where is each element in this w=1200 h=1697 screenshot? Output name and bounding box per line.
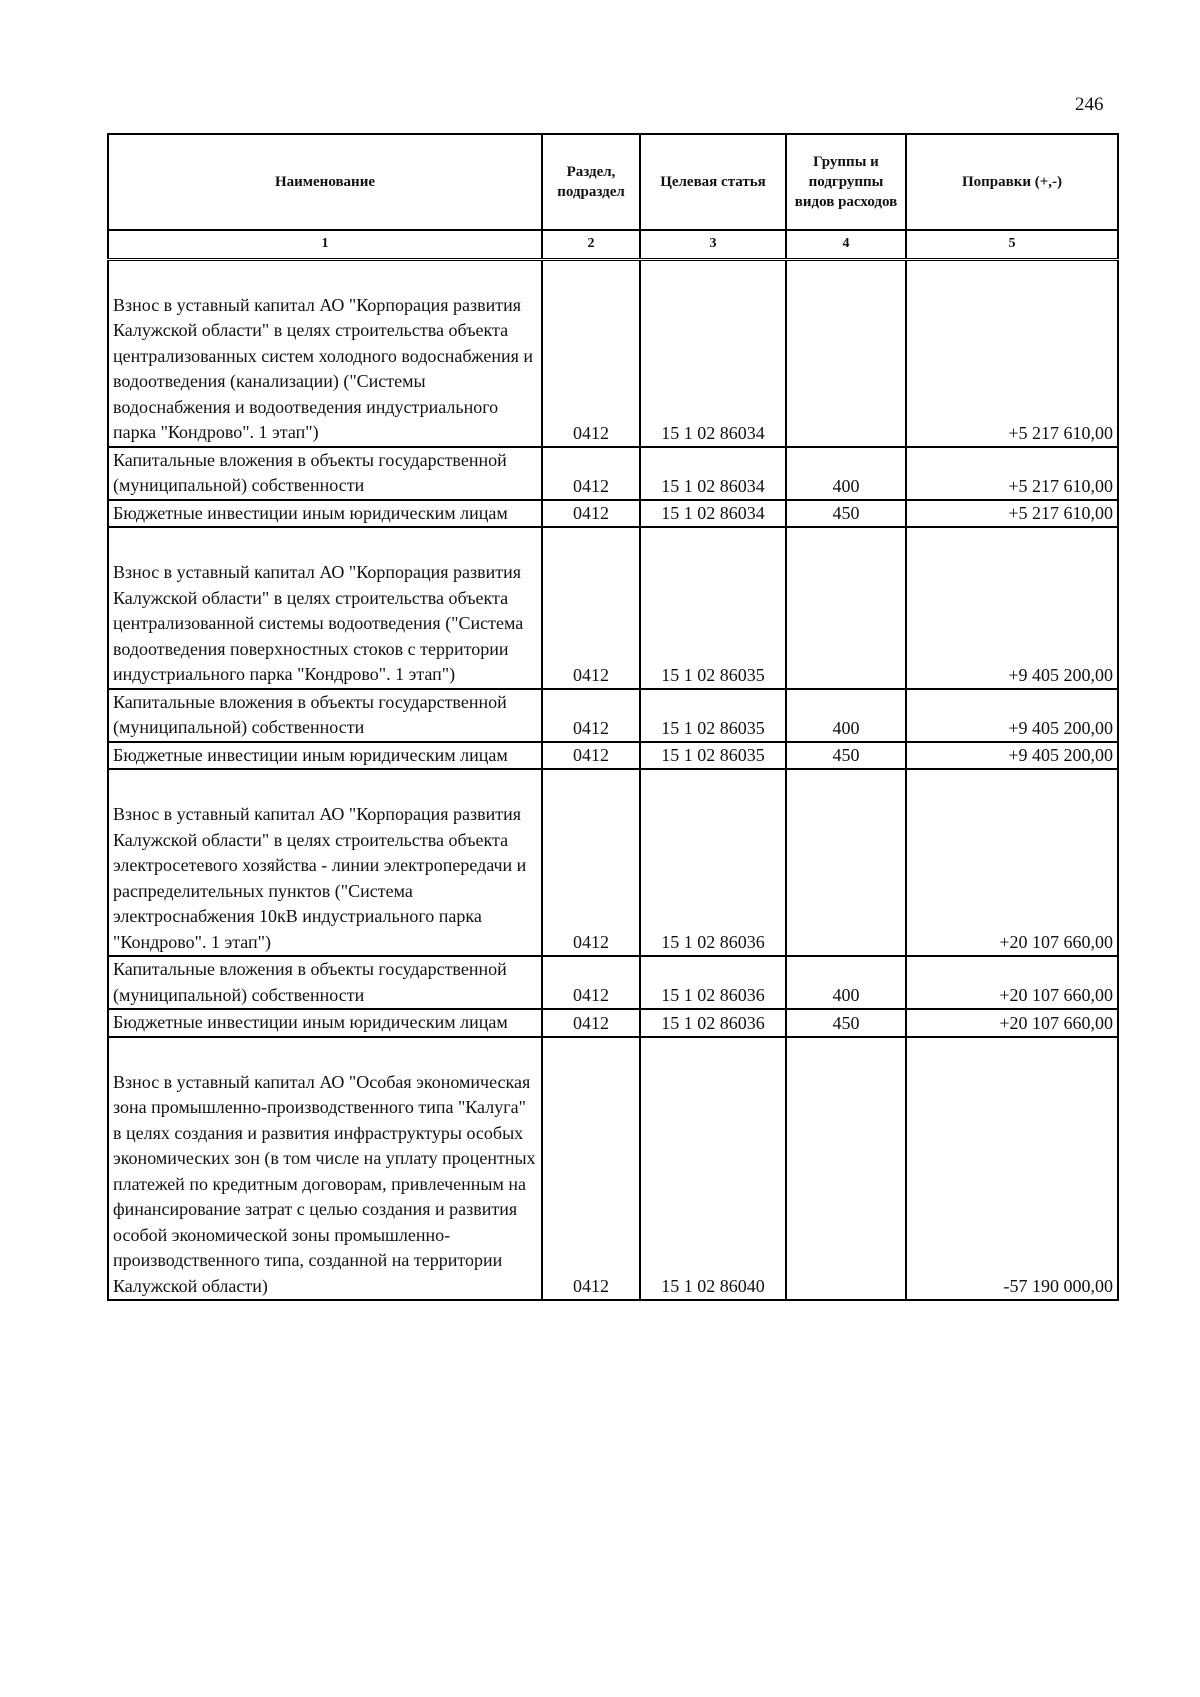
row-amount: +9 405 200,00 [906, 689, 1118, 742]
column-number: 3 [640, 230, 786, 259]
row-section: 0412 [542, 527, 640, 689]
row-amount: +5 217 610,00 [906, 259, 1118, 447]
table-row [108, 447, 1118, 500]
row-amount: +20 107 660,00 [906, 769, 1118, 956]
row-target-article: 15 1 02 86035 [640, 527, 786, 689]
row-expense-group: 450 [786, 742, 906, 770]
row-expense-group: 400 [786, 956, 906, 1009]
row-name: Взнос в уставный капитал АО "Особая экономическая зона промышленно-производственного типа "Калуга" в целях создания и развития инфраструктуры особых экономических зон (в том числе на уплату процентных платежей по кредитным договорам, привлеченным на финансирование затрат с целью создания и развития особой экономической зоны промышленно-производственного типа, созданной на территории Калужской области) [108, 1037, 542, 1301]
header-amendments: Поправки (+,-) [906, 134, 1118, 230]
row-section: 0412 [542, 1009, 640, 1037]
row-target-article: 15 1 02 86036 [640, 956, 786, 1009]
row-section: 0412 [542, 1037, 640, 1301]
row-amount: +9 405 200,00 [906, 527, 1118, 689]
row-section: 0412 [542, 956, 640, 1009]
header-expense-groups: Группы и подгруппы видов расходов [786, 134, 906, 230]
table-row [108, 769, 1118, 956]
row-name: Бюджетные инвестиции иным юридическим лицам [108, 1009, 542, 1037]
row-name: Капитальные вложения в объекты государственной (муниципальной) собственности [108, 956, 542, 1009]
row-expense-group: 450 [786, 500, 906, 528]
table-row [108, 689, 1118, 742]
table-row [108, 1009, 1118, 1037]
row-name: Взнос в уставный капитал АО "Корпорация развития Калужской области" в целях строительства объекта централизованной системы водоотведения ("Система водоотведения поверхностных стоков с территории индустриального парка "Кондрово". 1 этап") [108, 527, 542, 689]
header-target-article: Целевая статья [640, 134, 786, 230]
column-number: 1 [108, 230, 542, 259]
row-expense-group: 400 [786, 689, 906, 742]
row-section: 0412 [542, 769, 640, 956]
row-target-article: 15 1 02 86035 [640, 742, 786, 770]
row-expense-group [786, 769, 906, 956]
budget-amendments-table [107, 133, 1119, 1301]
row-amount: +9 405 200,00 [906, 742, 1118, 770]
row-name: Бюджетные инвестиции иным юридическим лицам [108, 500, 542, 528]
header-section: Раздел, подраздел [542, 134, 640, 230]
row-amount: -57 190 000,00 [906, 1037, 1118, 1301]
table-row [108, 259, 1118, 447]
row-amount: +20 107 660,00 [906, 1009, 1118, 1037]
row-target-article: 15 1 02 86034 [640, 500, 786, 528]
column-number-row [108, 230, 1118, 259]
row-section: 0412 [542, 259, 640, 447]
row-target-article: 15 1 02 86035 [640, 689, 786, 742]
header-row [108, 134, 1118, 230]
row-section: 0412 [542, 447, 640, 500]
row-amount: +5 217 610,00 [906, 500, 1118, 528]
table-row [108, 742, 1118, 770]
row-name: Бюджетные инвестиции иным юридическим лицам [108, 742, 542, 770]
row-section: 0412 [542, 689, 640, 742]
table-row [108, 527, 1118, 689]
row-name: Взнос в уставный капитал АО "Корпорация развития Калужской области" в целях строительства объекта электросетевого хозяйства - линии электропередачи и распределительных пунктов ("Система электроснабжения 10кВ индустриального парка "Кондрово". 1 этап") [108, 769, 542, 956]
table-row [108, 1037, 1118, 1301]
row-expense-group: 450 [786, 1009, 906, 1037]
row-name: Капитальные вложения в объекты государственной (муниципальной) собственности [108, 689, 542, 742]
row-target-article: 15 1 02 86036 [640, 1009, 786, 1037]
row-name: Капитальные вложения в объекты государственной (муниципальной) собственности [108, 447, 542, 500]
header-name: Наименование [108, 134, 542, 230]
row-expense-group [786, 259, 906, 447]
column-number: 4 [786, 230, 906, 259]
row-expense-group [786, 527, 906, 689]
row-target-article: 15 1 02 86036 [640, 769, 786, 956]
row-amount: +5 217 610,00 [906, 447, 1118, 500]
column-number: 2 [542, 230, 640, 259]
row-target-article: 15 1 02 86034 [640, 259, 786, 447]
row-target-article: 15 1 02 86040 [640, 1037, 786, 1301]
row-section: 0412 [542, 500, 640, 528]
row-target-article: 15 1 02 86034 [640, 447, 786, 500]
table-row [108, 956, 1118, 1009]
row-amount: +20 107 660,00 [906, 956, 1118, 1009]
row-expense-group [786, 1037, 906, 1301]
column-number: 5 [906, 230, 1118, 259]
row-name: Взнос в уставный капитал АО "Корпорация развития Калужской области" в целях строительства объекта централизованных систем холодного водоснабжения и водоотведения (канализации) ("Системы водоснабжения и водоотведения индустриального парка "Кондрово". 1 этап") [108, 259, 542, 447]
row-section: 0412 [542, 742, 640, 770]
table-row [108, 500, 1118, 528]
page-number: 246 [1075, 94, 1104, 115]
row-expense-group: 400 [786, 447, 906, 500]
